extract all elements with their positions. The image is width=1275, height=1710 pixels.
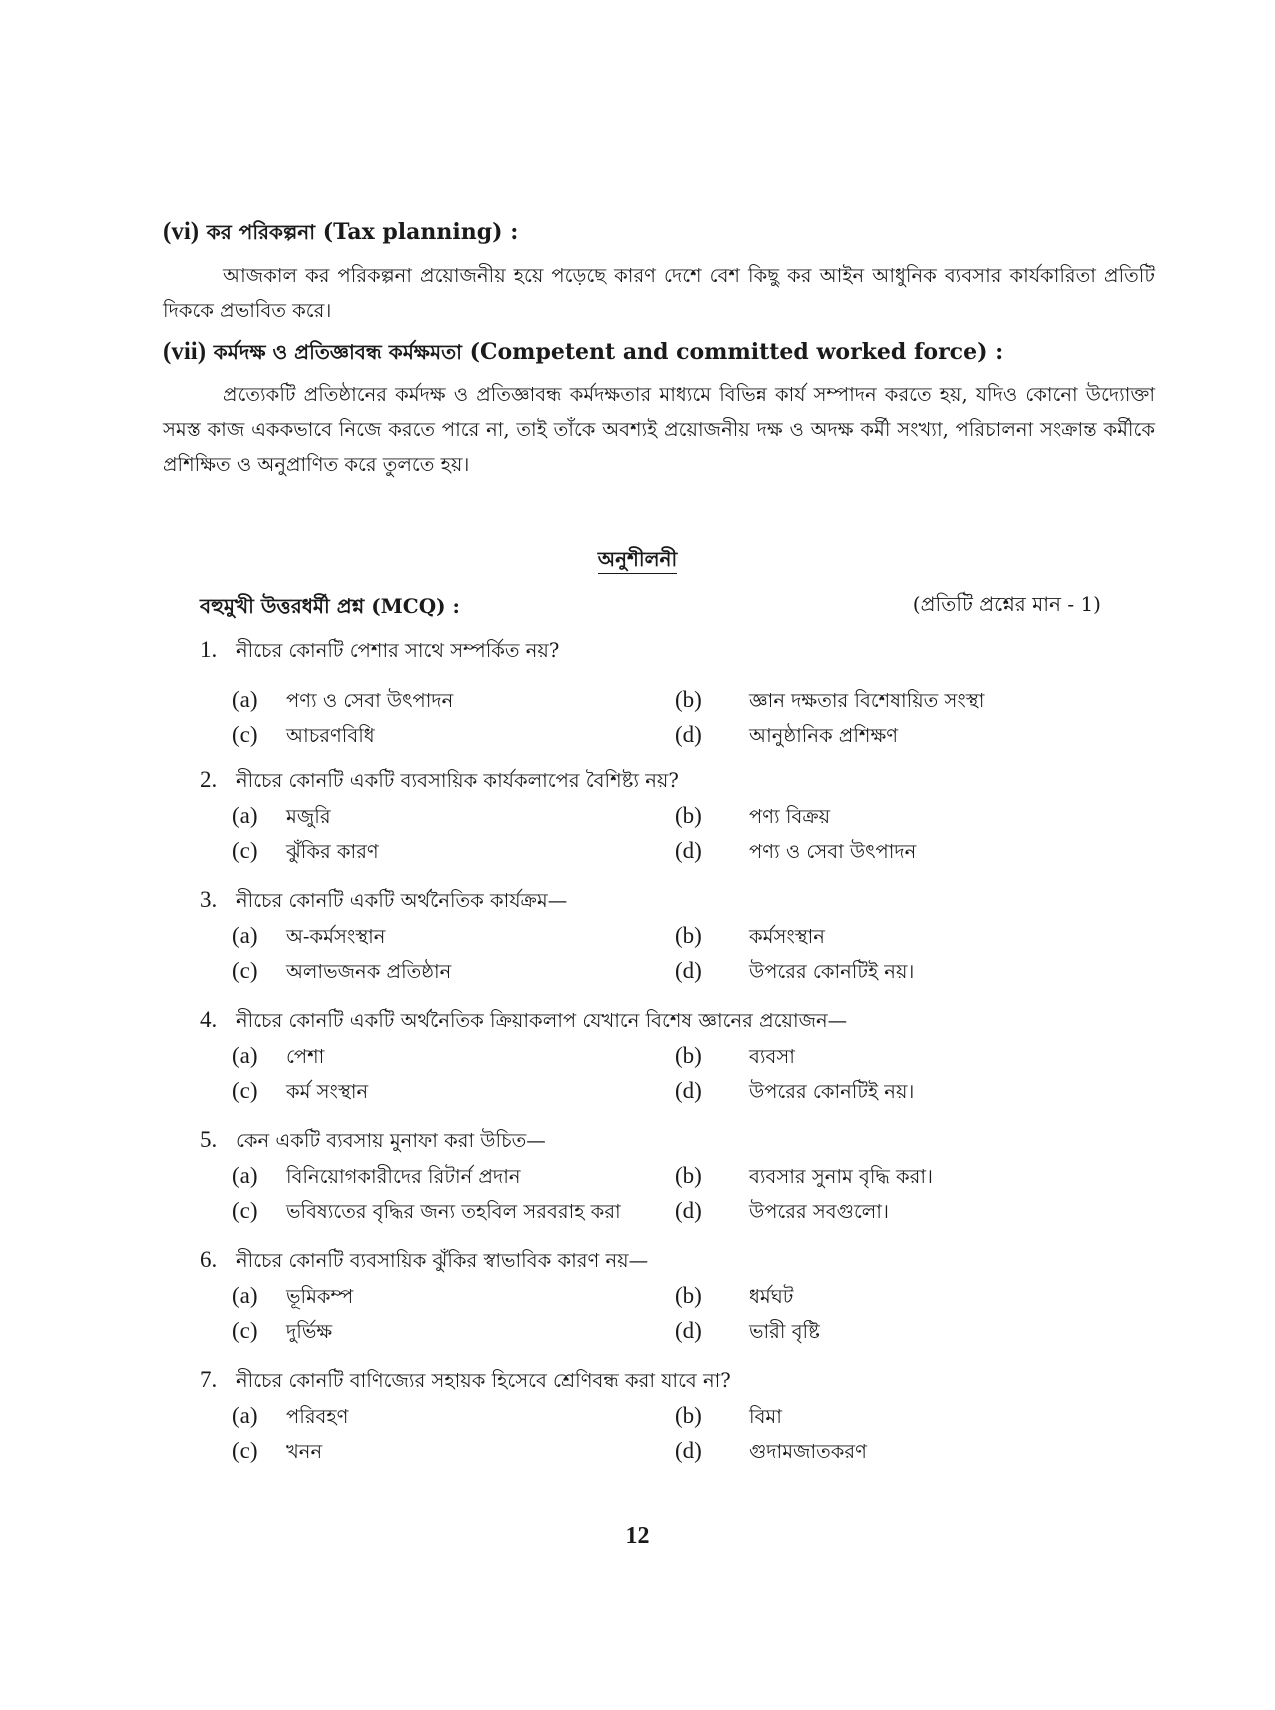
section-title-bn: কর পরিকল্পনা — [206, 220, 316, 244]
option-c — [200, 1433, 675, 1468]
question-4 — [200, 1002, 1100, 1108]
option-a — [200, 1038, 675, 1073]
option-label: (a) — [232, 1403, 258, 1428]
question-number: 2. — [200, 767, 218, 792]
option-text: কর্ম সংস্থান — [286, 1080, 369, 1103]
option-b — [675, 1398, 1100, 1433]
question-1 — [200, 632, 1100, 752]
option-b — [675, 1038, 1100, 1073]
option-text: খনন — [286, 1440, 323, 1463]
paragraph: আজকাল কর পরিকল্পনা প্রয়োজনীয় হয়ে পড়েছে কারণ দেশে বেশ কিছু কর আইন আধুনিক ব্যবসার কার্যকারিতা প্রতিটি দিককে প্রভাবিত করে। — [163, 264, 1155, 322]
option-text: বিনিয়োগকারীদের রিটার্ন প্রদান — [286, 1165, 521, 1188]
option-text: ধর্মঘট — [749, 1285, 794, 1308]
option-text: উপরের কোনটিই নয়। — [749, 1080, 915, 1103]
option-d — [675, 1073, 1100, 1108]
option-label: (b) — [675, 1403, 702, 1428]
option-label: (c) — [232, 1438, 258, 1463]
option-c — [200, 833, 675, 868]
option-label: (a) — [232, 1043, 258, 1068]
option-label: (c) — [232, 958, 258, 983]
option-text: ব্যবসা — [749, 1045, 795, 1068]
option-a — [200, 798, 675, 833]
question-number: 5. — [200, 1127, 218, 1152]
section-body-vi — [163, 258, 1155, 328]
question-number: 3. — [200, 887, 218, 912]
option-text: ঝুঁকির কারণ — [286, 840, 379, 863]
question-text: নীচের কোনটি একটি অর্থনৈতিক ক্রিয়াকলাপ যেখানে বিশেষ জ্ঞানের প্রয়োজন— — [236, 1009, 848, 1032]
question-text: নীচের কোনটি বাণিজ্যের সহায়ক হিসেবে শ্রেণিবন্ধ করা যাবে না? — [236, 1369, 731, 1392]
question-2 — [200, 762, 1100, 868]
question-number: 1. — [200, 637, 218, 662]
option-label: (d) — [675, 838, 702, 863]
section-title-en: (Competent and committed worked force) : — [469, 339, 1004, 365]
option-text: অ-কর্মসংস্থান — [286, 925, 386, 948]
section-title-en: (Tax planning) : — [322, 219, 519, 245]
option-label: (c) — [232, 1078, 258, 1103]
option-b — [675, 682, 1100, 717]
question-text: নীচের কোনটি ব্যবসায়িক ঝুঁকির স্বাভাবিক কারণ নয়— — [236, 1249, 649, 1272]
option-text: পণ্য ও সেবা উৎপাদন — [749, 840, 917, 863]
option-c — [200, 953, 675, 988]
option-text: দুর্ভিক্ষ — [286, 1320, 333, 1343]
option-c — [200, 1313, 675, 1348]
option-label: (c) — [232, 722, 258, 747]
option-c — [200, 1073, 675, 1108]
option-d — [675, 1313, 1100, 1348]
question-5 — [200, 1122, 1100, 1228]
option-label: (b) — [675, 803, 702, 828]
option-a — [200, 918, 675, 953]
option-label: (a) — [232, 687, 258, 712]
option-label: (a) — [232, 1283, 258, 1308]
option-text: উপরের সবগুলো। — [749, 1200, 889, 1223]
question-text: নীচের কোনটি একটি অর্থনৈতিক কার্যক্রম— — [236, 889, 568, 912]
option-text: উপরের কোনটিই নয়। — [749, 960, 915, 983]
paragraph: প্রত্যেকটি প্রতিষ্ঠানের কর্মদক্ষ ও প্রতিজ্ঞাবন্ধ কর্মদক্ষতার মাধ্যমে বিভিন্ন কার্য সম্পাদন করতে হয়, যদিও কোনো উদ্যোক্তা সমস্ত কাজ এককভাবে নিজে করতে পারে না, তাই তাঁকে অবশ্যই প্রয়োজনীয় দক্ষ ও অদক্ষ কর্মী সংখ্যা, পরিচালনা সংক্রান্ত কর্মীকে প্রশিক্ষিত ও অনুপ্রাণিত করে তুলতে হয়। — [163, 383, 1155, 476]
option-label: (d) — [675, 1318, 702, 1343]
option-d — [675, 717, 1100, 752]
option-a — [200, 1278, 675, 1313]
section-heading-vii — [163, 338, 1003, 371]
option-c — [200, 1193, 675, 1228]
option-d — [675, 833, 1100, 868]
question-7 — [200, 1362, 1100, 1468]
option-c — [200, 717, 675, 752]
option-label: (c) — [232, 1198, 258, 1223]
option-label: (b) — [675, 1163, 702, 1188]
option-d — [675, 953, 1100, 988]
option-text: পেশা — [286, 1045, 325, 1068]
option-text: ব্যবসার সুনাম বৃদ্ধি করা। — [749, 1165, 933, 1188]
option-b — [675, 1158, 1100, 1193]
option-text: পণ্য বিক্রয় — [749, 805, 831, 828]
option-d — [675, 1193, 1100, 1228]
option-text: মজুরি — [286, 805, 331, 828]
section-heading-vi — [163, 218, 518, 251]
option-text: জ্ঞান দক্ষতার বিশেষায়িত সংস্থা — [749, 689, 985, 712]
option-a — [200, 682, 675, 717]
option-text: পণ্য ও সেবা উৎপাদন — [286, 689, 454, 712]
exercise-title — [0, 545, 1275, 578]
section-body-vii — [163, 377, 1155, 482]
marks-note: (প্রতিটি প্রশ্নের মান - 1) — [912, 592, 1101, 616]
option-label: (a) — [232, 803, 258, 828]
option-label: (a) — [232, 1163, 258, 1188]
question-text: কেন একটি ব্যবসায় মুনাফা করা উচিত— — [236, 1129, 546, 1152]
option-label: (c) — [232, 838, 258, 863]
section-number: (vi) — [163, 218, 200, 245]
option-a — [200, 1398, 675, 1433]
option-label: (d) — [675, 1438, 702, 1463]
section-title-bn: কর্মদক্ষ ও প্রতিজ্ঞাবন্ধ কর্মক্ষমতা — [213, 340, 462, 364]
option-label: (d) — [675, 1078, 702, 1103]
option-label: (b) — [675, 1043, 702, 1068]
option-text: কর্মসংস্থান — [749, 925, 825, 948]
option-b — [675, 798, 1100, 833]
option-a — [200, 1158, 675, 1193]
option-text: গুদামজাতকরণ — [749, 1440, 867, 1463]
option-text: আচরণবিধি — [286, 724, 375, 747]
option-label: (b) — [675, 1283, 702, 1308]
page-number: 12 — [625, 1523, 650, 1549]
question-number: 6. — [200, 1247, 218, 1272]
option-d — [675, 1433, 1100, 1468]
option-text: ভূমিকম্প — [286, 1285, 354, 1308]
option-text: ভবিষ্যতের বৃদ্ধির জন্য তহবিল সরবরাহ করা — [286, 1200, 621, 1223]
option-text: আনুষ্ঠানিক প্রশিক্ষণ — [749, 724, 899, 747]
question-text: নীচের কোনটি পেশার সাথে সম্পর্কিত নয়? — [236, 639, 560, 662]
option-text: পরিবহণ — [286, 1405, 349, 1428]
option-label: (c) — [232, 1318, 258, 1343]
exercise-title-text: অনুশীলনী — [598, 547, 677, 574]
section-number: (vii) — [163, 338, 207, 365]
option-label: (b) — [675, 923, 702, 948]
option-text: বিমা — [749, 1405, 782, 1428]
question-number: 7. — [200, 1367, 218, 1392]
option-b — [675, 1278, 1100, 1313]
option-label: (a) — [232, 923, 258, 948]
option-label: (d) — [675, 958, 702, 983]
question-6 — [200, 1242, 1100, 1348]
option-label: (d) — [675, 722, 702, 747]
option-label: (b) — [675, 687, 702, 712]
question-text: নীচের কোনটি একটি ব্যবসায়িক কার্যকলাপের বৈশিষ্ট্য নয়? — [236, 769, 679, 792]
question-number: 4. — [200, 1007, 218, 1032]
option-label: (d) — [675, 1198, 702, 1223]
option-b — [675, 918, 1100, 953]
mcq-heading: বহুমুখী উত্তরধর্মী প্রশ্ন (MCQ) : — [200, 594, 460, 618]
option-text: অলাভজনক প্রতিষ্ঠান — [286, 960, 452, 983]
question-3 — [200, 882, 1100, 988]
option-text: ভারী বৃষ্টি — [749, 1320, 820, 1343]
